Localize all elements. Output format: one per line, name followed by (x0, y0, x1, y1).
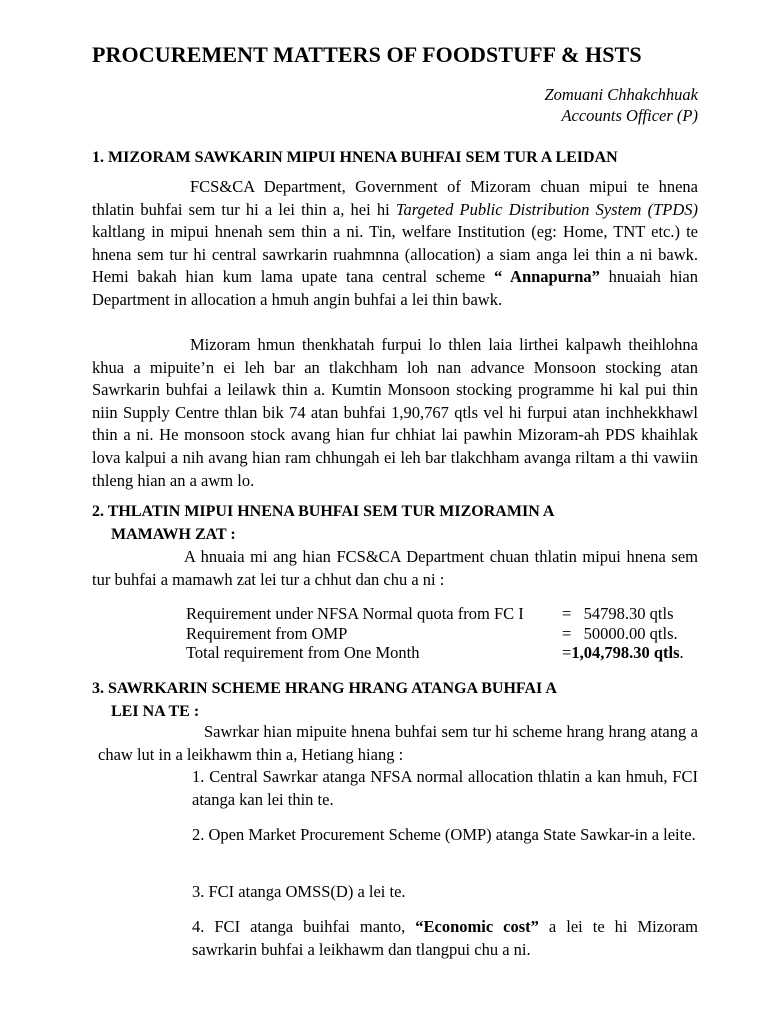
requirement-total-value (562, 643, 684, 663)
section-3-paragraph-1 (98, 721, 698, 766)
p1-text-c: hnuaiah hian Department in allocation a hmuh angin buhfai a lei thin bawk. (92, 267, 698, 309)
requirement-value: = 54798.30 qtls (562, 604, 674, 623)
p1-text-b: kaltlang in mipui hnenah sem thin a ni. Tin, welfare Institution (eg: Home, TNT etc.) te hnena sem tur hi central sawrkarin ruahmnna (allocation) a siam anga lei thin a ni bawk. Hemi bakah hian kum lama upate tana central scheme (92, 222, 698, 287)
total-amount: 1,04,798.30 qtls (571, 643, 680, 662)
author-block (544, 84, 698, 126)
author-role: Accounts Officer (P) (561, 106, 698, 125)
requirement-row (186, 604, 706, 624)
item-4-text-a: 4. FCI atanga buihfai manto, (192, 917, 416, 936)
section-2-heading (92, 500, 554, 546)
section-3-heading (92, 677, 557, 723)
requirements-table (186, 604, 706, 663)
section-1-paragraph-1 (92, 176, 698, 312)
section-2-heading-line-1: 2. THLATIN MIPUI HNENA BUHFAI SEM TUR MIZORAMIN A (92, 503, 555, 520)
section-1-heading: 1. MIZORAM SAWKARIN MIPUI HNENA BUHFAI SEM TUR A LEIDAN (92, 149, 618, 166)
list-item: 3. FCI atanga OMSS(D) a lei te. (192, 882, 406, 901)
requirement-value: = 50000.00 qtls. (562, 623, 678, 643)
section-2-paragraph-1 (92, 546, 698, 591)
item-4-text-bold: “Economic cost” (415, 917, 539, 936)
requirement-label: Total requirement from One Month (186, 643, 420, 662)
list-item: 2. Open Market Procurement Scheme (OMP) atanga State Sawkar-in a leite. (192, 825, 696, 844)
p1-text-italic: Targeted Public Distribution System (TPDS) (395, 199, 698, 219)
total-equals: = (562, 643, 572, 662)
requirement-label: Requirement under NFSA Normal quota from FC I (186, 604, 524, 623)
p1-text-bold: “ Annapurna” (493, 267, 600, 287)
item-4-text-b: a lei te hi Mizoram sawrkarin buhfai a leikhawm dan tlangpui chu a ni. (192, 917, 698, 959)
section-1-paragraph-2 (92, 334, 698, 492)
requirement-row (186, 624, 706, 644)
p2-text: Mizoram hmun thenkhatah furpui lo thlen laia lirthei kalpawh theihlohna khua a mipuite’n ei leh bar an tlakchham loh nan advance Monsoon stocking atan Sawrkarin buhfai a leilawk thin a. Kumtin Monsoon stocking programme hi kal pui thin niin Supply Centre thlan bik 74 atan buhfai 1,90,767 qtls vel hi furpui atan inchhekkhawl thin a ni. He monsoon stock avang hian fur chhiat lai pawhin Mizoram-ah PDS khaihlak lova kalpui a nih avang hian ram chhungah ei leh bar tlakchham avanga riltam a thi vawiin thleng hian an a awm lo. (92, 335, 698, 490)
requirement-label: Requirement from OMP (186, 623, 348, 643)
section-3-heading-line-1: 3. SAWRKARIN SCHEME HRANG HRANG ATANGA BUHFAI A (92, 680, 557, 697)
s3-p1-text: Sawrkar hian mipuite hnena buhfai sem tur hi scheme hrang hrang atang a chaw lut in a leikhawm thin a, Hetiang hiang : (98, 722, 698, 764)
p1-text-a: FCS&CA Department, Government of Mizoram chuan mipui te hnena thlatin buhfai sem tur hi a lei thin a, hei hi (92, 177, 698, 219)
section-2-heading-line-2: MAMAWH ZAT : (111, 526, 236, 543)
section-3-heading-line-2: LEI NA TE : (111, 703, 200, 720)
requirement-row-total (186, 643, 706, 663)
list-item: 1. Central Sawrkar atanga NFSA normal allocation thlatin a kan hmuh, FCI atanga kan lei thin te. (192, 767, 698, 809)
document-title: PROCUREMENT MATTERS OF FOODSTUFF & HSTS (92, 42, 642, 67)
author-name: Zomuani Chhakchhuak (544, 85, 698, 104)
s2-p1-text: A hnuaia mi ang hian FCS&CA Department chuan thlatin mipui hnena sem tur buhfai a mamawh zat lei tur a chhut dan chu a ni : (92, 547, 698, 589)
total-suffix: . (679, 643, 684, 662)
list-item (192, 916, 698, 961)
